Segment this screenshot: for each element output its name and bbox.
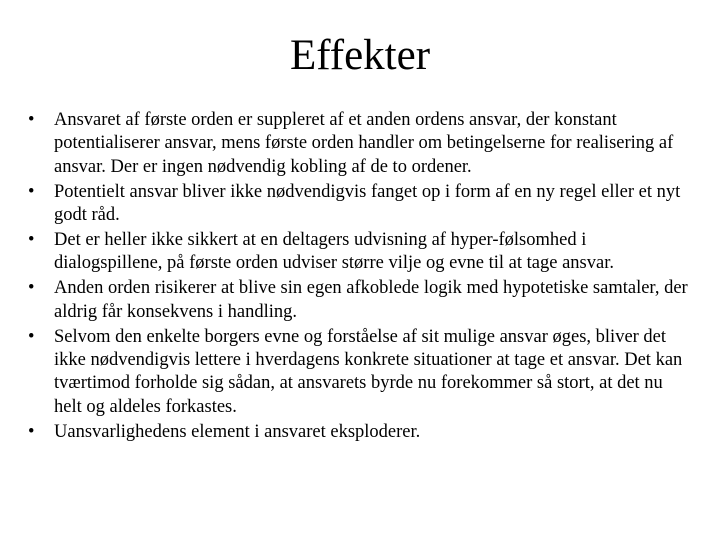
bullet-text: Anden orden risikerer at blive sin egen afkoblede logik med hypotetiske samtaler, der aldrig får konsekvens i handling. <box>54 278 688 322</box>
bullet-item <box>28 181 688 228</box>
bullet-item <box>28 229 688 276</box>
bullet-text: Selvom den enkelte borgers evne og forståelse af sit mulige ansvar øges, bliver det ikke nødvendigvis lettere i hverdagens konkrete situationer at tage et ansvar. Det kan tværtimod forholde sig sådan, at ansvarets byrde nu forekommer så stort, at det nu helt og aldeles forkastes. <box>54 326 683 417</box>
bullet-text: Uansvarlighedens element i ansvaret eksploderer. <box>54 421 421 442</box>
bullet-icon: • <box>28 278 35 299</box>
bullet-item <box>28 277 688 324</box>
bullet-text: Ansvaret af første orden er suppleret af et anden ordens ansvar, der konstant potentialiserer ansvar, mens første orden handler om betingelserne for realisering af ansvar. Der er ingen nødvendig kobling af de to ordener. <box>54 110 674 177</box>
bullet-item <box>28 421 688 444</box>
bullet-list <box>28 109 688 446</box>
bullet-icon: • <box>28 181 35 202</box>
bullet-icon: • <box>28 110 35 130</box>
bullet-item <box>28 109 688 179</box>
bullet-text: Potentielt ansvar bliver ikke nødvendigvis fanget op i form af en ny regel eller et nyt godt råd. <box>54 181 681 226</box>
slide-title: Effekter <box>289 32 431 79</box>
bullet-icon: • <box>28 326 35 347</box>
bullet-icon: • <box>28 230 35 251</box>
bullet-icon: • <box>28 421 35 442</box>
bullet-item <box>28 326 688 420</box>
bullet-text: Det er heller ikke sikkert at en deltagers udvisning af hyper-følsomhed i dialogspillene, på første orden udviser større vilje og evne til at tage ansvar. <box>54 230 614 274</box>
